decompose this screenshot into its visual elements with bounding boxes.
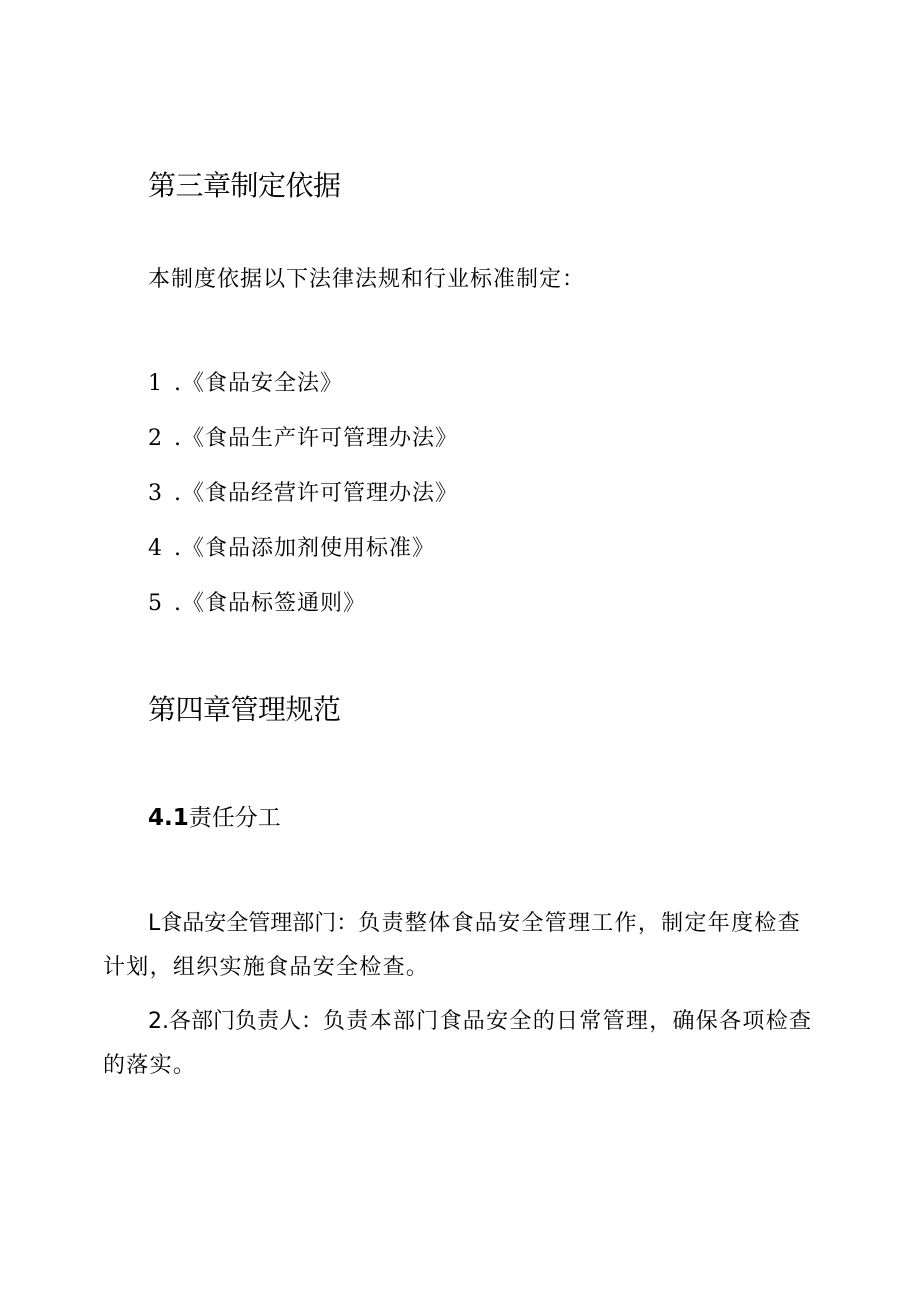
list-item-title: .《食品经营许可管理办法》 [174, 481, 458, 506]
duty-paragraph [103, 1000, 815, 1088]
list-item-number: 3 [148, 481, 163, 506]
chapter-4-heading: 第四章管理规范 [148, 693, 341, 726]
list-item-title: .《食品生产许可管理办法》 [174, 426, 458, 451]
chapter-3-heading: 第三章制定依据 [148, 169, 341, 202]
list-item [148, 588, 458, 643]
chapter-3-intro: 本制度依据以下法律法规和行业标准制定： [148, 267, 586, 292]
duty-text: 负责整体食品安全管理工作，制定年度检查计划，组织实施食品安全检查。 [103, 911, 801, 980]
section-heading [148, 802, 281, 834]
duty-paragraph [103, 902, 815, 990]
duty-lead: L食品安全管理部门： [148, 911, 359, 936]
list-item-title: .《食品添加剂使用标准》 [174, 536, 435, 561]
list-item-number: 1 [148, 371, 163, 396]
list-item [148, 478, 458, 533]
list-item [148, 368, 458, 423]
list-item-title: .《食品安全法》 [174, 371, 343, 396]
duty-text: 负责本部门食品安全的日常管理，确保各项检查的落实。 [103, 1009, 813, 1078]
list-item-number: 5 [148, 591, 163, 616]
list-item-number: 2 [148, 426, 163, 451]
section-number: 4.1 [148, 805, 189, 831]
law-list [148, 368, 458, 643]
duty-lead: 2.各部门负责人： [148, 1009, 323, 1034]
list-item-number: 4 [148, 536, 163, 561]
list-item [148, 533, 458, 588]
list-item [148, 423, 458, 478]
list-item-title: .《食品标签通则》 [174, 591, 366, 616]
section-title: 责任分工 [188, 805, 281, 831]
